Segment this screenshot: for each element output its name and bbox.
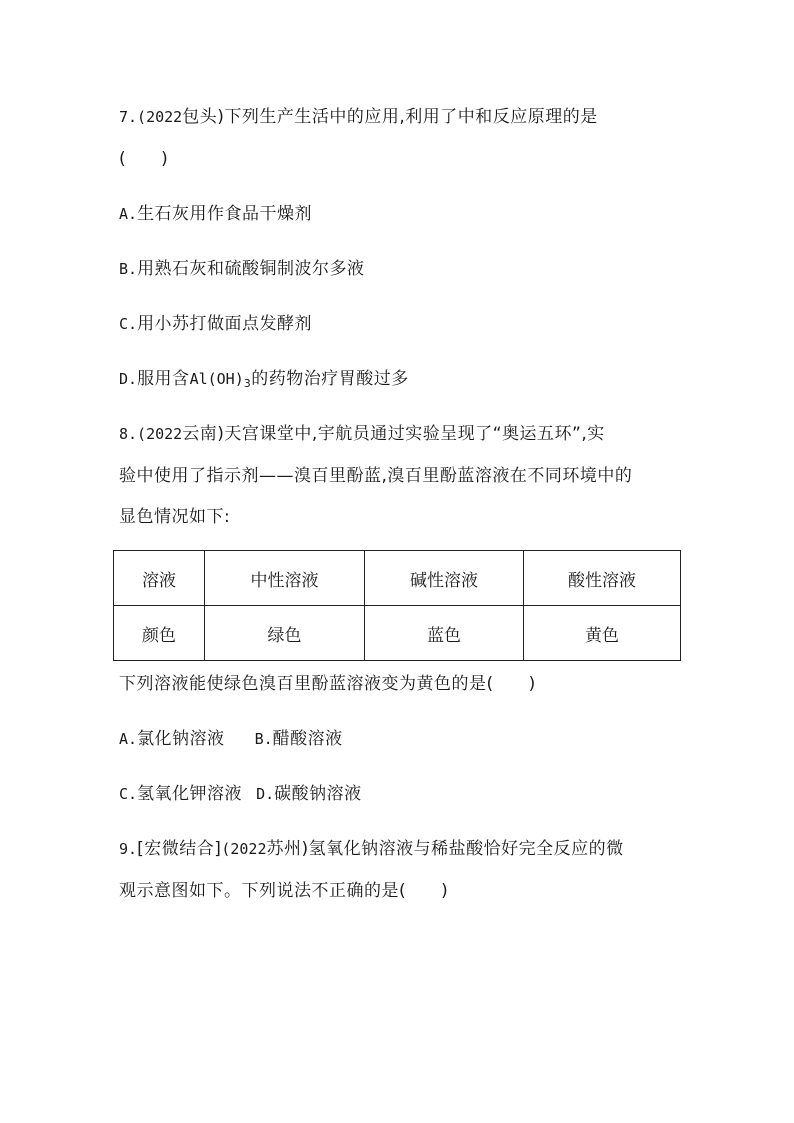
q7-number-year: 7.(2022 bbox=[119, 108, 183, 126]
q7-option-d-pre: 服用含 bbox=[137, 369, 190, 389]
q8-stem-text: )天宫课堂中,宇航员通过实验呈现了“奥运五环”,实 bbox=[217, 424, 605, 444]
q7-option-d-post: 的药物治疗胃酸过多 bbox=[251, 369, 409, 389]
q9-year: (2022 bbox=[221, 840, 267, 858]
q9-tag: [宏微结合] bbox=[137, 839, 222, 859]
q8-option-b-label: B. bbox=[254, 730, 273, 748]
q7-option-c-label: C. bbox=[119, 315, 138, 333]
q9-stem-text: )氢氧化钠溶液与稀盐酸恰好完全反应的微 bbox=[301, 839, 624, 859]
table-row bbox=[114, 606, 681, 661]
table-cell: 酸性溶液 bbox=[524, 551, 681, 606]
q7-source-city: 包头 bbox=[182, 107, 218, 127]
q7-option-d-label: D. bbox=[119, 370, 138, 388]
table-cell: 颜色 bbox=[114, 606, 205, 661]
q8-option-d-label: D. bbox=[256, 785, 275, 803]
q7-option-b-label: B. bbox=[119, 260, 138, 278]
q7-option-d-subscript: 3 bbox=[243, 377, 252, 390]
q8-option-a-label: A. bbox=[119, 730, 138, 748]
q8-options-cd bbox=[119, 783, 362, 805]
table-cell: 溶液 bbox=[114, 551, 205, 606]
q8-stem-line3: 显色情况如下: bbox=[119, 507, 231, 527]
q7-option-b bbox=[119, 258, 365, 280]
q9-source-city: 苏州 bbox=[266, 839, 302, 859]
q8-option-a-text: 氯化钠溶液 bbox=[137, 729, 225, 749]
q7-option-c bbox=[119, 313, 312, 335]
table-cell: 黄色 bbox=[524, 606, 681, 661]
q7-option-d-formula: Al(OH) bbox=[189, 370, 244, 388]
table-cell: 绿色 bbox=[205, 606, 365, 661]
q7-option-a bbox=[119, 203, 312, 225]
indicator-color-table bbox=[113, 550, 681, 661]
q7-stem-text: )下列生产生活中的应用,利用了中和反应原理的是 bbox=[217, 107, 598, 127]
q9-stem-line2: 观示意图如下。下列说法不正确的是( ) bbox=[119, 881, 449, 901]
table-cell: 碱性溶液 bbox=[365, 551, 524, 606]
q9-number: 9. bbox=[119, 840, 138, 858]
table-header-row bbox=[114, 551, 681, 606]
q9-stem-line1 bbox=[119, 838, 624, 860]
q8-stem-line1 bbox=[119, 423, 605, 445]
q7-option-b-text: 用熟石灰和硫酸铜制波尔多液 bbox=[137, 259, 365, 279]
q8-option-c-label: C. bbox=[119, 785, 138, 803]
q7-option-a-label: A. bbox=[119, 205, 138, 223]
q8-stem-line2: 验中使用了指示剂——溴百里酚蓝,溴百里酚蓝溶液在不同环境中的 bbox=[119, 466, 633, 486]
q8-source-city: 云南 bbox=[182, 424, 218, 444]
q8-option-d-text: 碳酸钠溶液 bbox=[274, 784, 362, 804]
q8-number-year: 8.(2022 bbox=[119, 425, 183, 443]
q7-answer-bracket: ( ) bbox=[119, 149, 169, 169]
table-cell: 蓝色 bbox=[365, 606, 524, 661]
q7-option-c-text: 用小苏打做面点发酵剂 bbox=[137, 314, 313, 334]
q8-question: 下列溶液能使绿色溴百里酚蓝溶液变为黄色的是( ) bbox=[119, 674, 536, 694]
q8-options-ab bbox=[119, 728, 343, 750]
table-cell: 中性溶液 bbox=[205, 551, 365, 606]
q8-option-c-text: 氢氧化钾溶液 bbox=[137, 784, 243, 804]
q7-option-a-text: 生石灰用作食品干燥剂 bbox=[137, 204, 313, 224]
q8-option-b-text: 醋酸溶液 bbox=[272, 729, 343, 749]
q7-option-d bbox=[119, 368, 409, 390]
q7-stem bbox=[119, 106, 598, 128]
